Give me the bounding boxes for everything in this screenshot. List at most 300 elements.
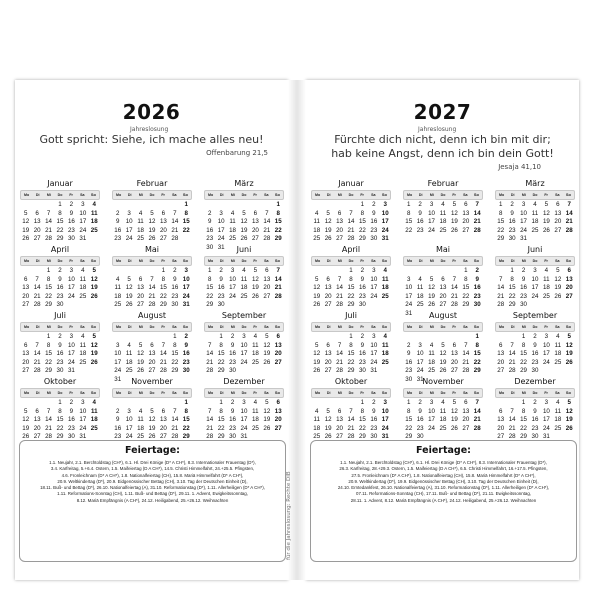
holiday-line: 27.5. Fronleichnam (D* A CH*), 1.8. Nationalfeiertag (CH), 15.8. Mariä Himmelfahrt (D* A CH*), xyxy=(351,472,536,478)
day-cell xyxy=(261,301,272,310)
day-cell: 13 xyxy=(251,218,259,226)
day-cell xyxy=(227,201,238,210)
week-row xyxy=(311,267,391,276)
day-cell: 29 xyxy=(473,367,481,375)
day-cell: 17 xyxy=(182,284,190,292)
day-cell: 23 xyxy=(370,226,378,234)
day-cell: 24 xyxy=(79,226,87,234)
day-cell: 10 xyxy=(229,275,236,283)
day-cell: 29 xyxy=(182,433,190,441)
day-cell: 7 xyxy=(510,407,514,415)
day-cell: 23 xyxy=(405,367,413,375)
week-row xyxy=(403,350,483,359)
month-2 xyxy=(112,178,192,253)
day-cell: 4 xyxy=(92,399,96,406)
day-cell: 5 xyxy=(265,399,269,406)
week-row xyxy=(204,367,284,376)
day-cell: 5 xyxy=(314,275,319,283)
weekday-label: Di xyxy=(35,259,40,263)
weekday-label: Do xyxy=(149,325,155,329)
day-cell: 10 xyxy=(405,284,413,292)
month-title: Oktober xyxy=(43,377,77,386)
day-cell: 19 xyxy=(22,424,30,432)
day-cell: 12 xyxy=(324,416,332,424)
day-cell: 2 xyxy=(360,333,365,340)
weekday-header xyxy=(204,388,284,398)
day-cell: 17 xyxy=(542,416,550,424)
day-cell: 8 xyxy=(46,275,51,283)
day-cell xyxy=(204,201,215,210)
week-row xyxy=(495,301,575,310)
weekday-header xyxy=(403,322,483,332)
day-cell: 29 xyxy=(497,235,505,243)
day-cell: 22 xyxy=(520,358,527,366)
day-cell: 13 xyxy=(497,416,505,424)
day-cell: 18 xyxy=(137,424,144,432)
day-cell xyxy=(541,367,552,376)
day-cell: 2 xyxy=(184,333,188,340)
day-cell: 1 xyxy=(406,399,411,406)
day-cell: 25 xyxy=(381,292,389,300)
day-cell: 11 xyxy=(313,218,320,226)
day-cell: 26 xyxy=(137,367,144,375)
side-note: für die Jahreslosung: Rechte DIB xyxy=(286,471,292,560)
holidays-lines xyxy=(315,460,572,504)
day-cell xyxy=(311,333,322,342)
day-grid xyxy=(20,333,100,376)
month-title: März xyxy=(525,179,545,188)
day-cell: 15 xyxy=(217,350,225,358)
day-cell xyxy=(322,399,333,408)
day-cell: 9 xyxy=(418,407,422,415)
week-row xyxy=(204,284,284,293)
day-cell: 15 xyxy=(56,218,64,226)
day-cell: 20 xyxy=(33,424,41,432)
holiday-line: 4.6. Fronleichnam (D* A CH*), 1.8. Nationalfeiertag (CH), 15.8. Mariä Himmelfahrt (D* A CH*), xyxy=(61,472,244,478)
day-cell: 19 xyxy=(450,416,458,424)
weekday-header xyxy=(112,388,192,398)
week-row xyxy=(20,301,100,310)
day-cell: 31 xyxy=(79,235,87,243)
day-cell xyxy=(250,301,261,310)
day-cell: 26 xyxy=(251,292,259,300)
day-cell xyxy=(158,201,169,210)
day-cell: 27 xyxy=(565,292,573,300)
weekday-label: Di xyxy=(219,391,224,395)
weekday-label: So xyxy=(182,258,188,263)
day-cell: 26 xyxy=(313,301,321,309)
weekday-label: So xyxy=(473,324,479,329)
weekday-label: Mi xyxy=(138,193,143,197)
day-cell xyxy=(506,399,517,408)
day-cell: 17 xyxy=(381,218,389,226)
day-cell: 6 xyxy=(265,267,269,274)
day-cell: 10 xyxy=(67,341,75,349)
day-cell: 10 xyxy=(531,275,539,283)
weekday-label: Di xyxy=(127,193,132,197)
week-row xyxy=(495,408,575,417)
day-cell: 14 xyxy=(274,275,282,283)
holiday-line: 20.9. Weltkindertag (D*), 19.9. Eidgenössischer Bettag (CH), 3.10. Tag der Deutschen Einheit (D), xyxy=(348,478,539,484)
weekday-label: Sa xyxy=(264,325,269,329)
day-cell: 13 xyxy=(159,416,167,424)
day-cell: 14 xyxy=(263,218,271,226)
weekday-label: Do xyxy=(57,193,63,197)
day-cell: 14 xyxy=(206,416,214,424)
day-cell: 19 xyxy=(148,226,156,234)
week-row xyxy=(204,301,284,310)
day-cell: 6 xyxy=(337,407,342,415)
day-cell: 29 xyxy=(358,235,366,243)
day-cell: 11 xyxy=(90,407,98,415)
day-cell: 17 xyxy=(240,416,248,424)
day-cell xyxy=(123,201,134,210)
weekday-label: Mo xyxy=(498,259,505,263)
day-cell: 21 xyxy=(508,358,516,366)
day-cell xyxy=(112,399,123,408)
day-cell: 3 xyxy=(418,341,422,349)
month-title: Juli xyxy=(54,311,66,320)
day-cell: 3 xyxy=(429,399,434,406)
week-row xyxy=(495,284,575,293)
day-cell: 11 xyxy=(439,407,447,415)
week-row xyxy=(495,227,575,236)
weekday-header xyxy=(204,190,284,200)
week-row xyxy=(311,367,391,376)
day-cell: 23 xyxy=(206,235,214,243)
day-cell xyxy=(89,235,100,244)
day-cell: 29 xyxy=(159,301,167,309)
weekday-label: Mo xyxy=(207,325,214,329)
weekday-label: Fr xyxy=(161,193,165,197)
day-cell xyxy=(414,267,425,276)
day-cell: 6 xyxy=(23,275,28,283)
day-cell: 9 xyxy=(360,275,365,283)
day-cell: 20 xyxy=(565,284,573,292)
day-cell: 28 xyxy=(336,367,343,375)
week-row xyxy=(112,399,192,408)
week-row xyxy=(204,425,284,434)
day-cell: 25 xyxy=(554,424,562,432)
day-cell: 3 xyxy=(69,333,74,340)
day-grid xyxy=(204,267,284,310)
day-cell: 9 xyxy=(115,218,120,226)
day-cell: 22 xyxy=(45,358,52,366)
day-cell: 28 xyxy=(450,301,458,309)
day-cell: 28 xyxy=(347,433,355,441)
day-cell: 11 xyxy=(125,350,133,358)
month-title: Juli xyxy=(345,311,357,320)
day-cell: 18 xyxy=(90,416,98,424)
day-cell: 23 xyxy=(114,235,122,243)
day-cell: 19 xyxy=(542,218,550,226)
day-cell: 13 xyxy=(554,209,562,217)
day-cell: 31 xyxy=(114,375,122,383)
day-cell: 19 xyxy=(263,350,271,358)
day-cell: 28 xyxy=(473,424,481,432)
day-cell: 5 xyxy=(326,407,330,415)
day-cell: 3 xyxy=(429,201,434,208)
week-row xyxy=(403,267,483,276)
day-cell: 12 xyxy=(439,350,447,358)
day-cell: 18 xyxy=(416,292,424,300)
weekday-label: Mo xyxy=(406,193,413,197)
weekday-header xyxy=(204,256,284,266)
day-cell: 23 xyxy=(67,226,75,234)
day-cell: 13 xyxy=(274,407,282,415)
weekday-label: Sa xyxy=(371,259,376,263)
day-cell: 10 xyxy=(125,218,133,226)
day-cell: 24 xyxy=(428,424,435,432)
weekday-label: Di xyxy=(219,193,224,197)
day-cell: 14 xyxy=(565,209,573,217)
weekday-label: Fr xyxy=(69,391,73,395)
day-cell: 4 xyxy=(544,267,549,274)
weekday-label: So xyxy=(274,324,280,329)
weekday-header xyxy=(311,388,391,398)
verse-ref-right: Jesaja 41,10 xyxy=(498,163,541,171)
day-grid xyxy=(311,267,391,310)
day-cell: 23 xyxy=(229,424,236,432)
day-cell: 21 xyxy=(206,358,214,366)
day-cell xyxy=(495,399,506,408)
day-cell: 6 xyxy=(276,399,280,406)
day-cell: 8 xyxy=(184,407,188,415)
day-cell: 11 xyxy=(137,218,144,226)
day-cell: 8 xyxy=(207,275,212,283)
day-cell xyxy=(123,333,134,342)
weekday-label: So xyxy=(90,324,96,329)
day-cell: 21 xyxy=(159,358,167,366)
day-cell: 14 xyxy=(508,350,516,358)
day-cell: 17 xyxy=(381,416,389,424)
weekday-label: Mi xyxy=(429,193,434,197)
day-cell: 5 xyxy=(567,399,571,406)
day-cell: 4 xyxy=(556,333,560,340)
day-cell: 17 xyxy=(79,416,87,424)
day-cell: 13 xyxy=(22,350,30,358)
day-cell: 26 xyxy=(450,424,458,432)
weekday-label: Sa xyxy=(80,325,85,329)
day-cell: 16 xyxy=(206,226,214,234)
weekday-label: Mi xyxy=(521,391,526,395)
day-cell xyxy=(368,301,379,310)
day-cell: 1 xyxy=(161,267,166,274)
day-cell: 19 xyxy=(90,284,98,292)
day-cell: 20 xyxy=(159,424,167,432)
day-cell: 16 xyxy=(531,350,539,358)
day-cell: 13 xyxy=(497,350,505,358)
day-cell xyxy=(541,301,552,310)
day-cell: 26 xyxy=(542,226,550,234)
day-cell: 8 xyxy=(173,341,177,349)
day-cell: 10 xyxy=(542,407,550,415)
day-cell: 13 xyxy=(324,284,332,292)
weekday-label: Di xyxy=(127,259,132,263)
day-cell: 25 xyxy=(229,235,236,243)
weekday-label: Fr xyxy=(452,325,456,329)
day-cell: 19 xyxy=(450,218,458,226)
week-row xyxy=(112,284,192,293)
day-cell: 3 xyxy=(127,407,131,415)
day-cell: 1 xyxy=(498,201,503,208)
day-cell: 10 xyxy=(79,407,87,415)
weekday-label: Fr xyxy=(360,259,364,263)
day-cell: 31 xyxy=(182,301,190,309)
day-cell: 7 xyxy=(46,407,51,415)
day-cell xyxy=(437,333,448,342)
day-cell: 11 xyxy=(252,341,259,349)
weekday-label: Fr xyxy=(452,391,456,395)
day-cell: 10 xyxy=(370,341,378,349)
day-cell: 29 xyxy=(56,433,64,441)
weekday-label: Do xyxy=(57,325,63,329)
weekday-label: Mo xyxy=(406,259,413,263)
day-cell: 3 xyxy=(372,267,376,274)
day-cell: 20 xyxy=(148,358,156,366)
day-cell xyxy=(322,333,333,342)
day-cell: 12 xyxy=(324,218,332,226)
day-cell: 13 xyxy=(462,209,470,217)
day-cell: 7 xyxy=(150,275,154,283)
month-2 xyxy=(403,178,483,253)
day-cell: 12 xyxy=(148,416,156,424)
day-cell: 24 xyxy=(370,358,378,366)
day-cell xyxy=(426,333,437,342)
weekday-label: Mo xyxy=(314,193,321,197)
day-cell: 23 xyxy=(473,292,481,300)
weekday-label: Di xyxy=(418,259,423,263)
day-cell: 6 xyxy=(35,407,39,415)
day-cell xyxy=(403,333,414,342)
day-cell: 3 xyxy=(372,333,376,340)
week-row xyxy=(112,210,192,219)
day-cell: 5 xyxy=(326,209,330,217)
day-cell: 30 xyxy=(531,433,539,441)
day-cell: 1 xyxy=(406,201,411,208)
day-cell: 8 xyxy=(276,209,280,217)
week-row xyxy=(204,218,284,227)
day-cell: 21 xyxy=(347,424,355,432)
day-cell: 14 xyxy=(497,284,505,292)
day-cell: 12 xyxy=(554,275,562,283)
day-cell: 20 xyxy=(336,226,343,234)
day-cell: 13 xyxy=(263,275,271,283)
weekday-label: So xyxy=(473,192,479,197)
week-row xyxy=(495,359,575,368)
day-cell: 19 xyxy=(439,358,447,366)
day-cell: 9 xyxy=(173,275,177,283)
weekday-label: Fr xyxy=(69,259,73,263)
day-grid xyxy=(204,333,284,376)
day-cell: 31 xyxy=(79,433,87,441)
week-row xyxy=(403,425,483,434)
day-cell: 18 xyxy=(137,226,144,234)
day-cell: 26 xyxy=(428,301,435,309)
week-row xyxy=(403,301,483,310)
day-cell: 7 xyxy=(276,267,280,274)
day-cell: 16 xyxy=(473,284,481,292)
day-cell xyxy=(322,267,333,276)
day-cell: 16 xyxy=(416,416,424,424)
day-cell: 19 xyxy=(324,424,332,432)
day-cell: 21 xyxy=(450,292,458,300)
day-grid xyxy=(403,201,483,235)
weekday-label: Mo xyxy=(207,391,214,395)
day-cell: 6 xyxy=(464,399,468,406)
day-cell: 31 xyxy=(370,367,378,375)
day-cell: 11 xyxy=(229,218,236,226)
day-cell: 20 xyxy=(497,424,505,432)
weekday-label: So xyxy=(182,324,188,329)
day-cell: 22 xyxy=(462,292,470,300)
day-cell: 20 xyxy=(462,218,470,226)
day-cell: 14 xyxy=(462,350,470,358)
day-cell: 23 xyxy=(358,358,366,366)
day-cell: 29 xyxy=(274,235,282,243)
day-cell: 1 xyxy=(173,333,177,340)
weekday-label: Sa xyxy=(371,193,376,197)
weekday-label: Sa xyxy=(371,325,376,329)
weekday-label: Do xyxy=(241,325,247,329)
verse-ref-left: Offenbarung 21,5 xyxy=(206,149,268,157)
day-cell: 24 xyxy=(125,433,133,441)
month-title: Dezember xyxy=(223,377,265,386)
day-cell: 16 xyxy=(56,350,64,358)
month-title: Mai xyxy=(144,245,160,254)
day-cell: 3 xyxy=(115,341,120,349)
day-cell: 19 xyxy=(90,350,98,358)
day-cell: 14 xyxy=(450,284,458,292)
weekday-label: Fr xyxy=(253,193,257,197)
day-cell: 16 xyxy=(56,284,64,292)
day-grid xyxy=(112,267,192,310)
week-row xyxy=(403,293,483,302)
day-cell: 25 xyxy=(137,235,144,243)
day-cell: 3 xyxy=(81,399,85,406)
weekday-label: Do xyxy=(348,325,354,329)
weekday-label: Sa xyxy=(264,259,269,263)
day-cell: 15 xyxy=(182,218,190,226)
day-cell: 4 xyxy=(81,333,85,340)
day-cell: 8 xyxy=(349,341,353,349)
day-cell: 25 xyxy=(79,358,87,366)
weekday-label: Do xyxy=(241,193,247,197)
day-cell: 4 xyxy=(429,341,434,349)
day-cell: 7 xyxy=(173,209,177,217)
weekday-header xyxy=(20,388,100,398)
day-cell: 14 xyxy=(159,350,167,358)
day-cell xyxy=(460,333,471,342)
day-cell: 15 xyxy=(405,416,413,424)
day-cell: 7 xyxy=(173,407,177,415)
day-cell: 12 xyxy=(542,209,550,217)
day-cell: 5 xyxy=(253,267,258,274)
day-cell: 29 xyxy=(405,433,413,441)
weekday-label: Fr xyxy=(69,193,73,197)
weekday-label: Di xyxy=(127,325,132,329)
month-title: Februar xyxy=(427,179,459,188)
day-cell: 9 xyxy=(230,341,235,349)
day-cell: 30 xyxy=(67,235,75,243)
week-row xyxy=(311,425,391,434)
day-cell: 14 xyxy=(473,407,481,415)
day-cell xyxy=(334,267,345,276)
day-cell: 28 xyxy=(33,367,41,375)
day-cell: 27 xyxy=(324,301,332,309)
month-3 xyxy=(204,178,284,253)
holidays-box-right xyxy=(310,440,577,562)
